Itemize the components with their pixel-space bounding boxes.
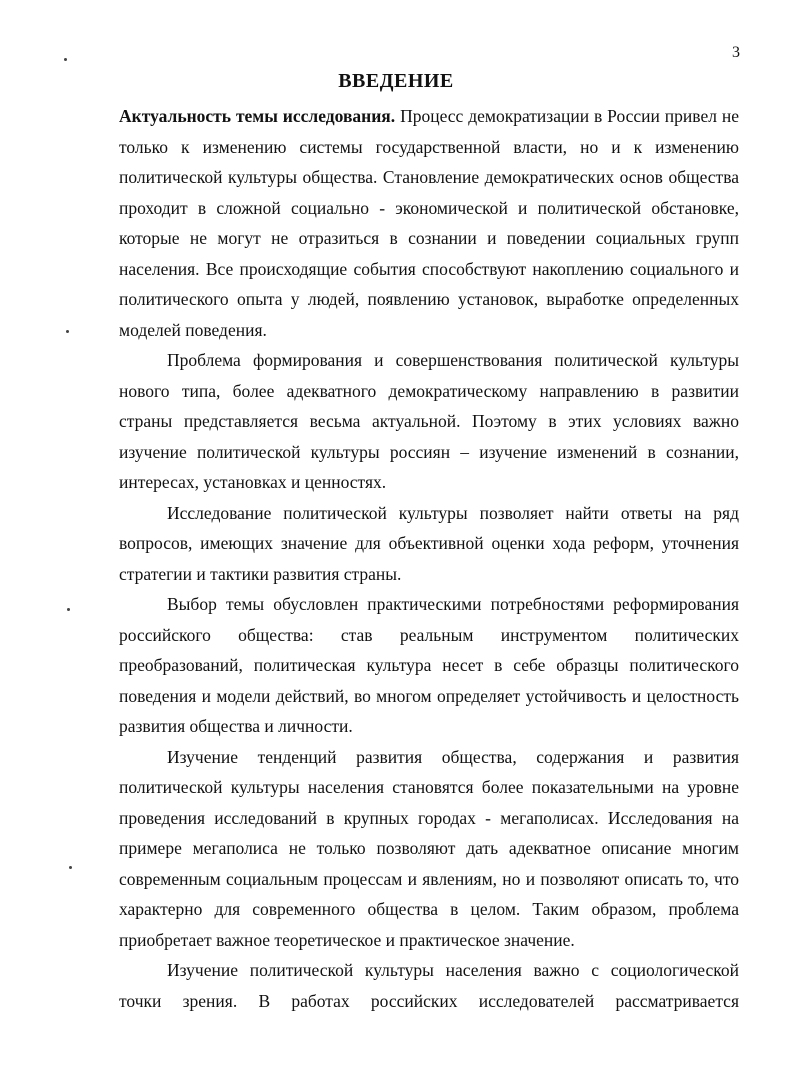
paragraph: Исследование политической культуры позволяет найти ответы на ряд вопросов, имеющих значение для объективной оценки хода реформ, уточнения стратегии и тактики развития страны.: [119, 502, 739, 584]
paragraph: Изучение тенденций развития общества, содержания и развития политической культуры населения становятся более показательными на уровне проведения исследований в крупных городах - мегаполисах. Исследования на примере мегаполиса не только позволяют дать адекватное описание многим современным социальным процессам и явлениям, но и позволяют описать то, что характерно для современного общества в целом. Таким образом, проблема приобретает важное теоретическое и практическое значение.: [119, 746, 739, 950]
scan-mark: [69, 866, 72, 869]
paragraph-relevance: [119, 101, 739, 345]
page-title: ВВЕДЕНИЕ: [338, 70, 454, 92]
scan-mark: [64, 58, 67, 61]
paragraph: Изучение политической культуры населения важно с социологической точки зрения. В работах российских исследователей рассматривается: [119, 960, 739, 1011]
paragraph: Выбор темы обусловлен практическими потребностями реформирования российского общества: став реальным инструментом политических преобразований, политическая культура несет в себе образцы политического поведения и модели действий, во многом определяет устойчивость и целостность развития общества и личности.: [119, 594, 739, 736]
paragraph-lead: Актуальность темы исследования.: [119, 106, 396, 126]
page-number: 3: [732, 44, 740, 61]
body-text: [119, 101, 739, 1016]
scan-mark: [67, 608, 70, 611]
scan-mark: [66, 330, 69, 333]
paragraph-text: Процесс демократизации в России привел не только к изменению системы государственной власти, но и к изменению политической культуры общества. Становление демократических основ общества проходит в сложной социально - экономической и политической обстановке, которые не могут не отразиться в сознании и поведении социальных групп населения. Все происходящие события способствуют накоплению социального и политического опыта у людей, появлению установок, выработке определенных моделей поведения.: [119, 106, 739, 340]
paragraph: Проблема формирования и совершенствования политической культуры нового типа, более адекватного демократическому направлению в развитии страны представляется весьма актуальной. Поэтому в этих условиях важно изучение политической культуры россиян – изучение изменений в сознании, интересах, установках и ценностях.: [119, 350, 739, 492]
